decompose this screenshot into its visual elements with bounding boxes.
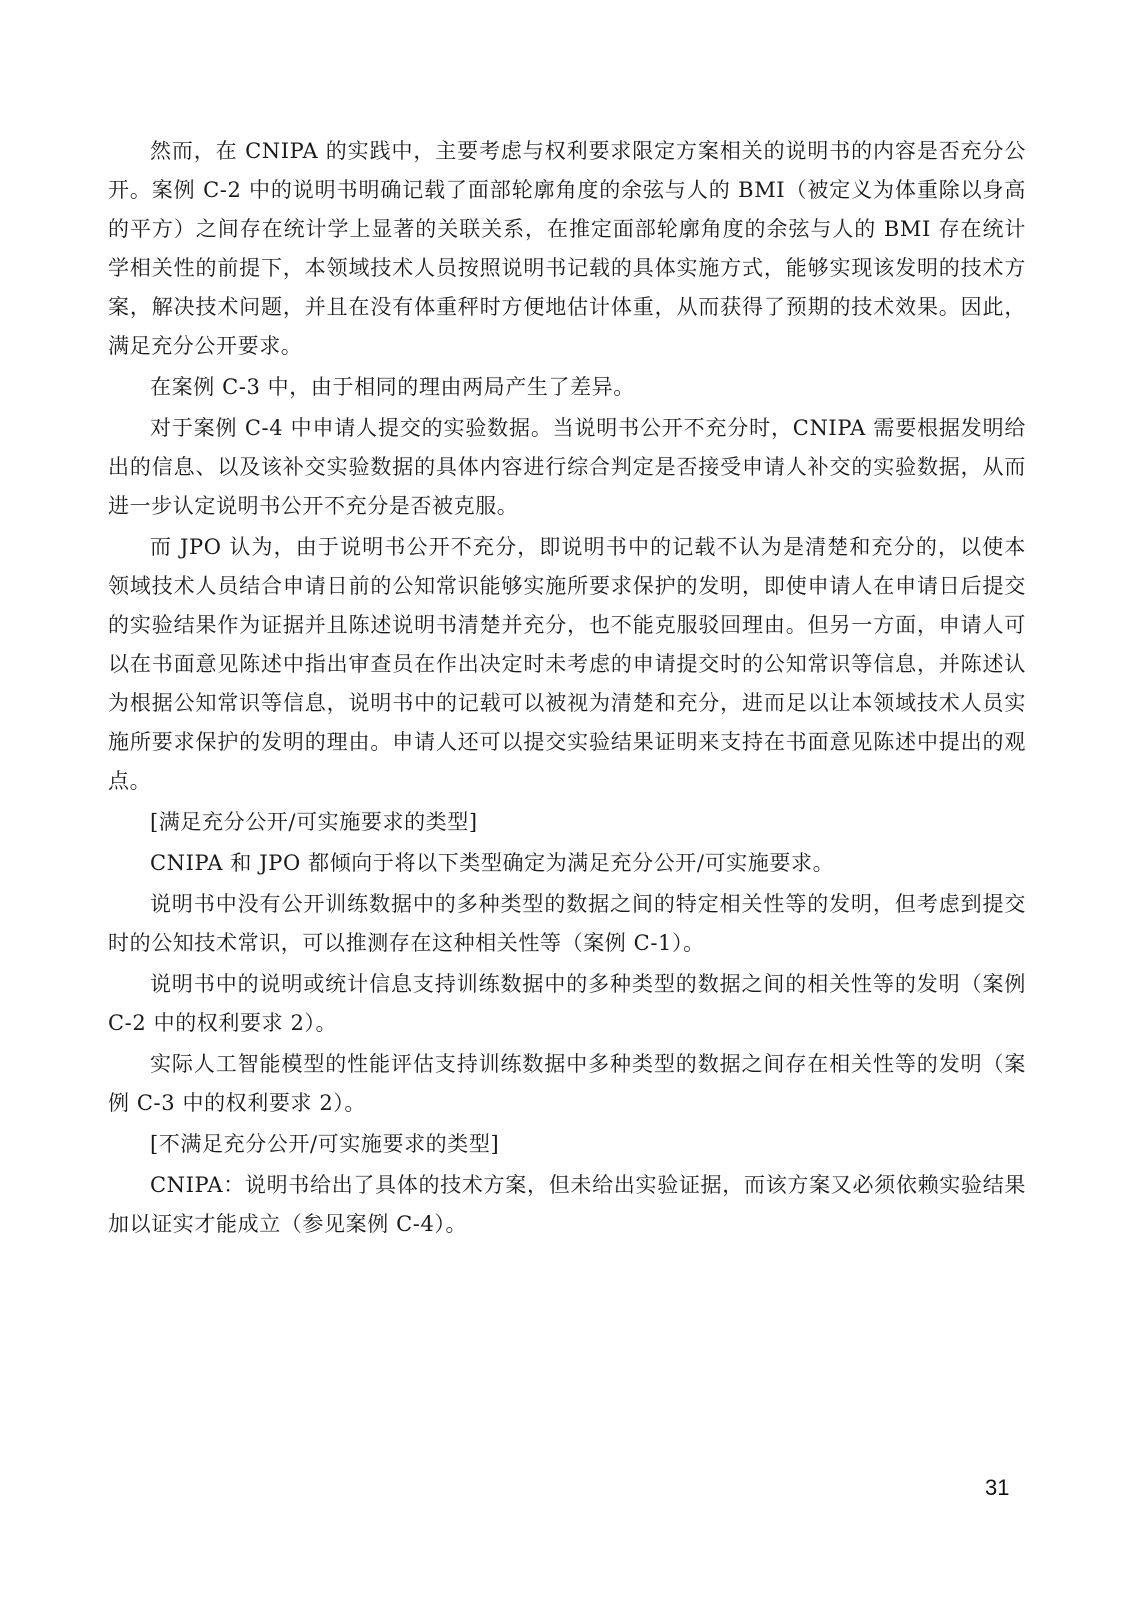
- paragraph-type-c3: 实际人工智能模型的性能评估支持训练数据中多种类型的数据之间存在相关性等的发明（案例 C-3 中的权利要求 2）。: [108, 1052, 1026, 1115]
- paragraph-cnipa-practice: 然而，在 CNIPA 的实践中，主要考虑与权利要求限定方案相关的说明书的内容是否充分公开。案例 C-2 中的说明书明确记载了面部轮廓角度的余弦与人的 BMI（被定义为体重除以身高的平方）之间存在统计学上显著的关联关系，在推定面部轮廓角度的余弦与人的 BMI 存在统计学相关性的前提下，本领域技术人员按照说明书记载的具体实施方式，能够实现该发明的技术方案，解决技术问题，并且在没有体重秤时方便地估计体重，从而获得了预期的技术效果。因此，满足充分公开要求。: [108, 139, 1026, 358]
- heading-satisfied-types: [满足充分公开/可实施要求的类型]: [150, 810, 478, 834]
- paragraph-jpo-view: 而 JPO 认为，由于说明书公开不充分，即说明书中的记载不认为是清楚和充分的，以使本领域技术人员结合申请日前的公知常识能够实施所要求保护的发明，即使申请人在申请日后提交的实验结果作为证据并且陈述说明书清楚并充分，也不能克服驳回理由。但另一方面，申请人可以在书面意见陈述中指出审查员在作出决定时未考虑的申请提交时的公知常识等信息，并陈述认为根据公知常识等信息，说明书中的记载可以被视为清楚和充分，进而足以让本领域技术人员实施所要求保护的发明的理由。申请人还可以提交实验结果证明来支持在书面意见陈述中提出的观点。: [108, 535, 1026, 793]
- heading-unsatisfied-types: [不满足充分公开/可实施要求的类型]: [150, 1132, 500, 1156]
- paragraph-type-c1: 说明书中没有公开训练数据中的多种类型的数据之间的特定相关性等的发明，但考虑到提交时的公知技术常识，可以推测存在这种相关性等（案例 C-1）。: [108, 892, 1026, 955]
- paragraph-type-c2: 说明书中的说明或统计信息支持训练数据中的多种类型的数据之间的相关性等的发明（案例 C-2 中的权利要求 2）。: [108, 972, 1026, 1035]
- paragraph-case-c3: 在案例 C-3 中，由于相同的理由两局产生了差异。: [150, 375, 635, 399]
- page-number: 31: [985, 1475, 1010, 1500]
- document-body: [108, 132, 1026, 1246]
- paragraph-both-offices: CNIPA 和 JPO 都倾向于将以下类型确定为满足充分公开/可实施要求。: [150, 851, 835, 875]
- paragraph-cnipa-c4: CNIPA：说明书给出了具体的技术方案，但未给出实验证据，而该方案又必须依赖实验结果加以证实才能成立（参见案例 C-4）。: [108, 1173, 1026, 1236]
- paragraph-case-c4: 对于案例 C-4 中申请人提交的实验数据。当说明书公开不充分时，CNIPA 需要根据发明给出的信息、以及该补交实验数据的具体内容进行综合判定是否接受申请人补交的实验数据，从而进一步认定说明书公开不充分是否被克服。: [108, 416, 1026, 518]
